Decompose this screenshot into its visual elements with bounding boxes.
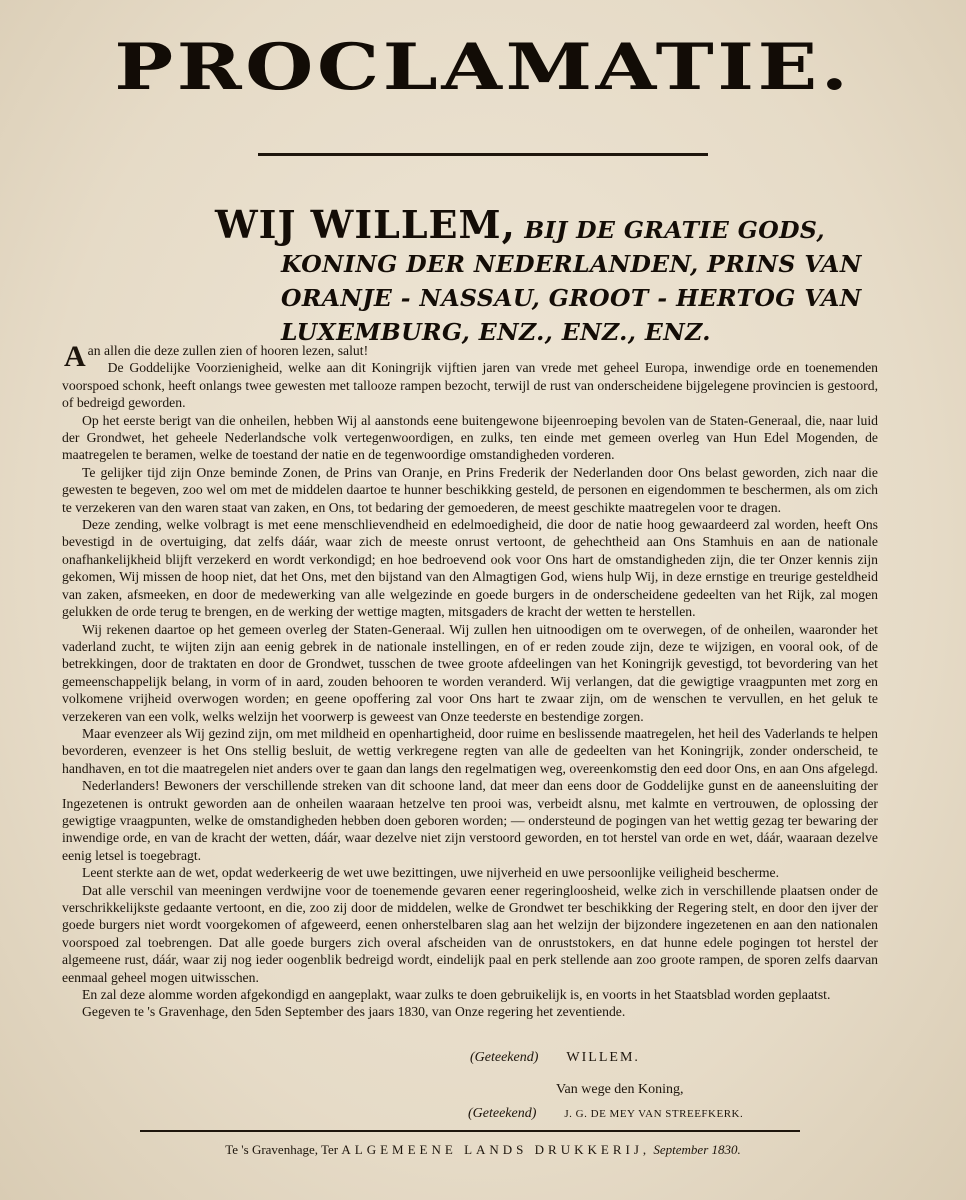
royal-title-line-2: KONING DER NEDERLANDEN, PRINS VAN	[281, 250, 862, 278]
imprint-place: Te 's Gravenhage, Ter	[225, 1142, 339, 1157]
page-title: PROCLAMATIE.	[114, 30, 852, 105]
paragraph: De Goddelijke Voorzienigheid, welke aan dit Koningrijk vijftien jaren van vrede met geheel Europa, inwendige orde en toenemenden voorspoed schonk, heeft onlangs twee gewesten met tallooze rampen bezocht, terwijl de rust van onderscheidene bijgelegene provincien is gestoord, of bedreigd geworden.	[62, 360, 878, 411]
royal-title-line-1	[215, 202, 895, 247]
royal-title	[215, 202, 895, 349]
king-signature	[470, 1050, 640, 1066]
paragraph: Dat alle verschil van meeningen verdwijne voor de toenemende gevaren eener regeringloosheid, welke zich in verschillende plaatsen onder de verschrikkelijkste gedaante vertoont, en die, zoo zij door de middelen, welke de Grondwet ter beschikking der Regering stelt, en door den ijver der goede burgers niet wordt voorgekomen of afgeweerd, eenen onherstelbaren slag aan het welzijn der bijzondere ingezetenen en aan den nationalen voorspoed zal toebrengen. Dat alle goede burgers zich overal afscheiden van de onruststokers, en dat hunne edele pogingen tot herstel der algemeene rust, dáár, waar zij nog ieder oogenblik bedreigd wordt, eindelijk paal en perk stellende aan zoo groote rampen, de sporen zelfs daarvan eenmaal geheel mogen uitwisschen.	[62, 882, 878, 985]
paragraph: Te gelijker tijd zijn Onze beminde Zonen, de Prins van Oranje, en Prins Frederik der Nederlanden door Ons belast geworden, zich naar die gewesten te begeven, zoo wel om met de middelen daartoe te hunner beschikking gesteld, de personen en eigendommen te beschermen, als om zich te verzekeren van den waren staat van zaken, en Ons, tot bedaring der gemoederen, de meest geschikte maatregelen voor te dragen.	[62, 464, 878, 515]
paragraph: En zal deze alomme worden afgekondigd en aangeplakt, waar zulks te doen gebruikelijk is, en voorts in het Staatsblad worden geplaatst.	[82, 987, 831, 1003]
secretary-name: J. G. DE MEY VAN STREEFKERK.	[564, 1108, 744, 1120]
royal-name: WIJ WILLEM,	[215, 202, 516, 247]
dateline: Gegeven te 's Gravenhage, den 5den September des jaars 1830, van Onze regering het zeventiende.	[82, 1004, 626, 1020]
paragraph: Deze zending, welke volbragt is met eene menschlievendheid en edelmoedigheid, die door de natie hoog gewaardeerd zal worden, heeft Ons bevestigd in de overtuiging, dat zelfs dáár, waar zich de meeste onrust vertoont, de gehechtheid aan Ons Stamhuis en aan de nationale onafhankelijkheid blijft verzekerd en wordt verkondigd; en hoe bedroevend ook voor Ons hart de omstandigheden zijn, die ter Onzer kennis zijn gekomen, Wij missen de hoop niet, dat het Ons, met den bijstand van den Almagtigen God, wiens hulp Wij, in deze ernstige en treurige gesteldheid van zaken, afsmeeken, en door de medewerking van alle welgezinde en goede burgers in de onderscheidene gedeelten van het Rijk, zal mogen gelukken de orde terug te brengen, en de werking der wettige magten, mitsgaders de kracht der wetten te herstellen.	[62, 517, 878, 620]
imprint-date: September 1830.	[653, 1142, 741, 1157]
salutation-initial: A	[64, 340, 86, 373]
secretary-signature	[468, 1106, 743, 1122]
proclamation-body	[62, 342, 878, 1021]
salutation-text: an allen die deze zullen zien of hooren lezen, salut!	[87, 343, 369, 358]
king-name: WILLEM.	[566, 1050, 640, 1065]
footer-divider	[140, 1130, 800, 1132]
paragraph: Nederlanders! Bewoners der verschillende streken van dit schoone land, dat meer dan eens door de Goddelijke gunst en de aaneensluiting der Ingezetenen is ontrukt geworden aan de onheilen waaraan hetzelve ten prooi was, verbeidt alsnu, met kalmte en vertrouwen, de oplossing der gewigtige vraagpunten, welke de omstandigheden hebben doen geboren worden; — ondersteund de pogingen van het wettig gezag ter bewaring der inwendige orde, en van de kracht der wetten, dáár, waar dezelve niet zijn verstoord geworden, en tot herstel van orde en wet, dáár, waaraan dezelve eenig letsel is toegebragt.	[62, 778, 878, 863]
royal-title-grace: BIJ DE GRATIE GODS,	[524, 216, 825, 244]
royal-title-line-3: ORANJE - NASSAU, GROOT - HERTOG VAN	[281, 284, 862, 312]
paragraph: Op het eerste berigt van die onheilen, hebben Wij al aanstonds eene buitengewone bijeenroeping bevolen van de Staten-Generaal, die, naar luid der Grondwet, het geheele Nederlandsche volk vertegenwoordigen, en zulks, ten einde met gemeen overleg van Hun Edel Mogenden, de maatregelen te beramen, welke de toestand der natie en de tegenwoordige omstandigheden vorderen.	[62, 412, 878, 463]
signed-label: (Geteekend)	[468, 1106, 537, 1121]
imprint-printer: ALGEMEENE LANDS DRUKKERIJ,	[341, 1142, 651, 1157]
signed-label: (Geteekend)	[470, 1050, 539, 1065]
salutation	[62, 340, 878, 373]
on-behalf-line: Van wege den Koning,	[556, 1082, 684, 1097]
paragraph: Maar evenzeer als Wij gezind zijn, om met mildheid en openhartigheid, door ruime en beslissende maatregelen, het heil des Vaderlands te helpen bevorderen, evenzeer is het Ons stellig besluit, de wettig verkregene regten van alle de gedeelten van het Koningrijk, zonder onderscheid, te handhaven, en tot die maatregelen niet anders over te gaan dan langs den regelmatigen weg, overeenkomstig den eed door Ons, en aan Ons afgelegd.	[62, 725, 879, 776]
printer-imprint	[0, 1142, 966, 1158]
paragraph: Wij rekenen daartoe op het gemeen overleg der Staten-Generaal. Wij zullen hen uitnoodigen om te overwegen, of de onheilen, waaronder het vaderland zucht, te wijten zijn aan eenig gebrek in de nationale instellingen, en of er reden zoude zijn, deze te wijzigen, en vooral ook, of de betrekkingen, door de traktaten en door de Grondwet, tusschen de twee groote afdeelingen van het Koningrijk gevestigd, tot bevordering van het gemeenschappelijk belang, in vorm of in aard, zouden behooren te worden veranderd. Wij verlangen, dat die gewigtige vraagpunten met zorg en volkomene vrijheid overwogen worden; en geene opoffering zal voor Ons hart te zwaar zijn, om de wenschen te vervullen, en het geluk te verzekeren van een volk, welks welzijn het voorwerp is geweest van Onze teederste en bestendige zorgen.	[62, 621, 878, 724]
title-divider	[258, 153, 708, 156]
paragraph: Leent sterkte aan de wet, opdat wederkeerig de wet uwe bezittingen, uwe nijverheid en uwe persoonlijke veiligheid bescherme.	[82, 865, 780, 881]
royal-title-line-4: LUXEMBURG, ENZ., ENZ., ENZ.	[281, 318, 711, 346]
